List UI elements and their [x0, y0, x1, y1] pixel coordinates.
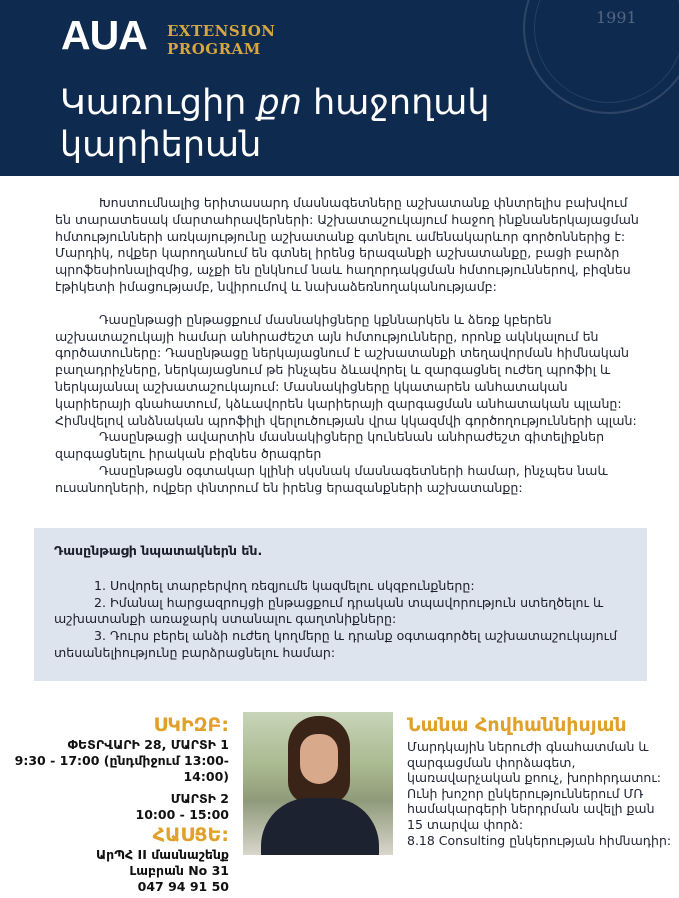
page-title [60, 82, 660, 166]
schedule-dates-1: ՓԵՏՐՎԱՐԻ 28, ՄԱՐՏԻ 1 [67, 737, 229, 752]
seal-year: 1991 [596, 8, 637, 27]
course-description [55, 195, 645, 497]
phone-number: 047 94 91 50 [137, 879, 229, 894]
trainer-bio-line-2: կառավարչական քոուչ, խորհրդատու: [407, 770, 661, 786]
aua-logo: AUA [61, 12, 147, 58]
header-banner [0, 0, 679, 176]
intro-paragraph-2: Դասընթացի ընթացքում մասնակիցները կքննարկեն և ձեռք կբերեն աշխատաշուկայի համար անհրաժեշտ այն հմտությունները, որոնք ակնկալում են գործատուները: Դասընթացը ներկայացնում է աշխատանքի տեղավորման հիմնական բաղադրիչները, ներկայացնում թե ինչպես ձևավորել և զարգացնել ուժեղ պրոֆիլ և ներկայանալ աշխատաշուկայում: Մասնակիցները կկատարեն անհատական կարիերայի գնահատում, կձևավորեն կարիերայի զարգացման անհատական պլանը: Հիմնվելով անձնական պրոֆիլի վերլուծության վրա կկազմվի գործողությունների պլան: [55, 311, 637, 428]
title-part-2: հաջողակ կարիերան [60, 83, 490, 165]
goal-item: 3. Դուրս բերել անձի ուժեղ կողմերը և դրանք օգտագործել աշխատաշուկայում տեսանելիությունը բարձրացնելու համար: [54, 628, 618, 660]
trainer-bio-line-4: 8.18 Consulting ընկերության հիմնադիր: [407, 832, 672, 848]
address-line-1: ԱրՊՀ II մասնաշենք [96, 847, 229, 862]
trainer-name: Նանա Հովհաննիսյան [407, 714, 627, 736]
extension-program-label [167, 22, 276, 58]
program-line-1: EXTENSION [167, 22, 276, 40]
title-emphasis: քո [257, 83, 302, 123]
goal-item: 1. Սովորել տարբերվող ռեզյումե կազմելու սկզբունքները: [94, 577, 475, 593]
goals-box [34, 528, 647, 681]
schedule-time-2: 10:00 - 15:00 [135, 807, 229, 822]
intro-paragraph-3: Դասընթացի ավարտին մասնակիցները կունենան անհրաժեշտ գիտելիքներ զարգացնելու իրական բիզնես ծրագրեր [55, 429, 605, 462]
address-label: ՀԱՍՑԵ: [152, 824, 229, 846]
start-label: ՍԿԻԶԲ: [153, 714, 229, 736]
intro-paragraph-4: Դասընթացն օգտակար կլինի սկսնակ մասնագետների համար, ինչպես նաև ուսանողների, ովքեր փնտրում են իրենց երազանքների աշխատանքը: [55, 462, 608, 495]
trainer-photo [243, 712, 393, 855]
goals-title: Դասընթացի նպատակներն են. [54, 543, 263, 558]
trainer-bio-line-1: Մարդկային ներուժի գնահատման և զարգացման փորձագետ, [407, 739, 649, 770]
trainer-bio-line-3: Ունի խոշոր ընկերություններում ՄՌ համակարգերի ներդրման ավելի քան 15 տարվա փորձ: [407, 785, 655, 832]
address-line-2: Լաբրան No 31 [129, 863, 229, 878]
trainer-bio [407, 713, 672, 848]
goals-list [54, 578, 627, 662]
schedule-block [0, 713, 229, 895]
program-line-2: PROGRAM [167, 40, 261, 58]
goal-item: 2. Իմանալ հարցազրույցի ընթացքում դրական տպավորություն ստեղծելու և աշխատանքի առաջարկ ստանալու գաղտնիքները: [54, 594, 604, 627]
schedule-time-1: 9:30 - 17:00 (ընդմիջում 13:00-14:00) [14, 753, 229, 784]
intro-paragraph-1: Խոստումնալից երիտասարդ մասնագետները աշխատանք փնտրելիս բախվում են տարատեսակ մարտահրավերների: Աշխատաշուկայում հաջող ինքնաներկայացման հմտությունների առկայությունը աշխատանք գտնելու ամենակարևոր գործոններից է: Մարդիկ, ովքեր կարողանում են գտնել իրենց երազանքի աշխատանքը, բացի բարձր պրոֆեսիոնալիզմից, աչքի են ընկնում նաև հաղորդակցման հմտություններով, բիզնես էթիկետի իմացությամբ, նվիրումով և նախաձեռնողականությամբ: [55, 195, 639, 294]
title-part-1: Կառուցիր [60, 83, 258, 123]
schedule-dates-2: ՄԱՐՏԻ 2 [170, 791, 229, 806]
